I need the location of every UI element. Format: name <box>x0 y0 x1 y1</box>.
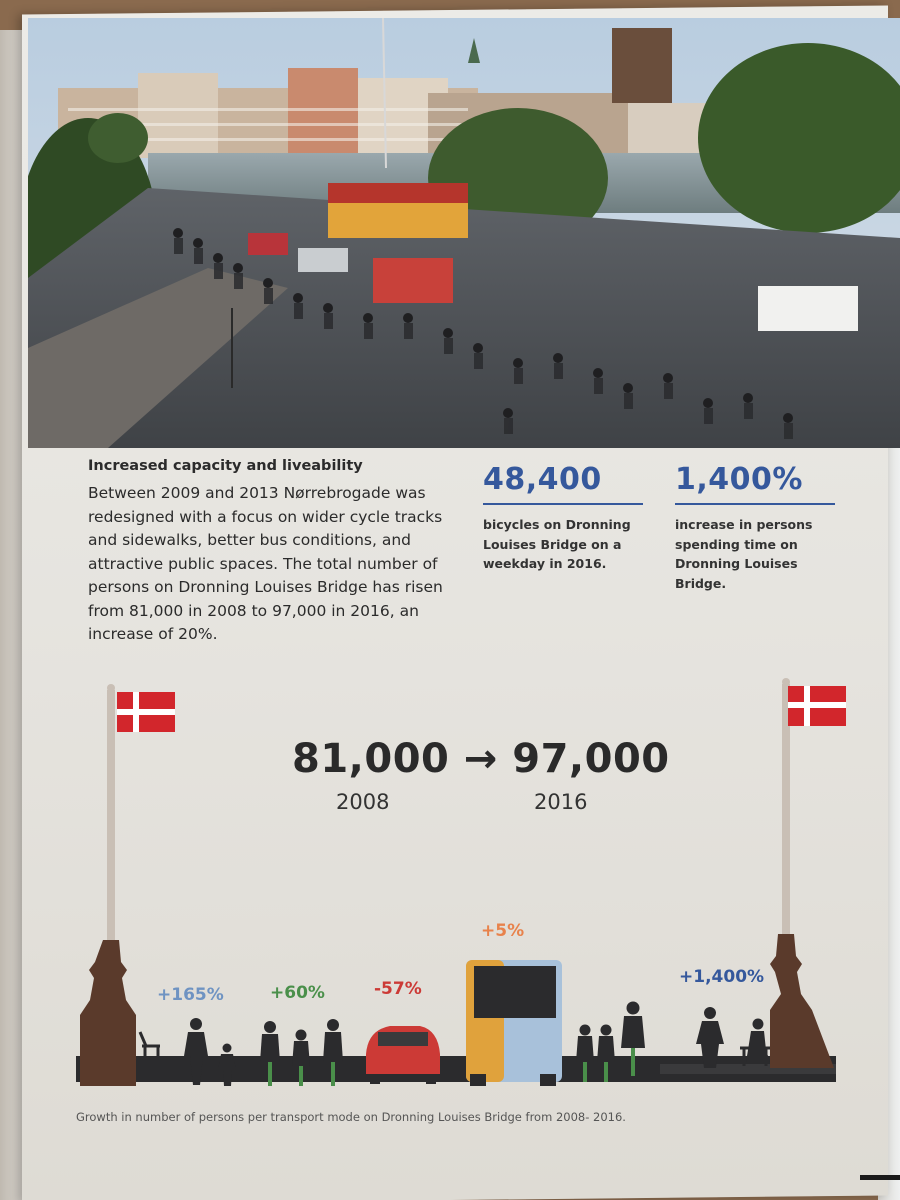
section-heading: Increased capacity and liveability <box>88 458 363 474</box>
danish-flag-icon <box>788 686 846 726</box>
figure-caption: Growth in number of persons per transport mode on Dronning Louises Bridge from 2008- 2016. <box>76 1110 626 1124</box>
change-pedestrians: +165% <box>157 985 224 1005</box>
year-2016: 2016 <box>534 790 588 814</box>
capacity-text-block <box>88 458 468 647</box>
change-bus: +5% <box>481 921 525 941</box>
danish-flag-icon <box>117 692 175 732</box>
seated-person-on-bench-icon <box>740 1019 770 1067</box>
right-flag-monument <box>770 678 846 1068</box>
change-cars: -57% <box>374 979 422 999</box>
bridge-photo <box>28 18 900 448</box>
stat-description: bicycles on Dronning Louises Bridge on a weekday in 2016. <box>483 517 631 571</box>
page-corner-mark <box>860 1175 900 1180</box>
arrow-icon: → <box>463 736 498 782</box>
stat-staying-increase <box>675 462 835 593</box>
stat-value: 48,400 <box>483 462 643 505</box>
total-2008: 81,000 <box>292 736 450 782</box>
bench-icon <box>140 1032 160 1060</box>
change-staying: +1,400% <box>679 967 765 987</box>
section-body: Between 2009 and 2013 Nørrebrogade was redesigned with a focus on wider cycle tracks and sidewalks, better bus conditions, and attractive public spaces. The total number of persons on Dronning Louises Bridge has risen from 81,000 in 2008 to 97,000 in 2016, an increase of 20%. <box>88 484 443 643</box>
change-cyclists: +60% <box>270 983 325 1003</box>
transport-mode-illustration <box>0 670 900 1110</box>
stat-bicycles <box>483 462 643 574</box>
year-2008: 2008 <box>336 790 390 814</box>
bus-icon <box>466 960 562 1086</box>
total-2016: 97,000 <box>512 736 670 782</box>
stat-description: increase in persons spending time on Dronning Louises Bridge. <box>675 517 813 591</box>
stat-value: 1,400% <box>675 462 835 505</box>
left-flag-monument <box>80 684 175 1086</box>
